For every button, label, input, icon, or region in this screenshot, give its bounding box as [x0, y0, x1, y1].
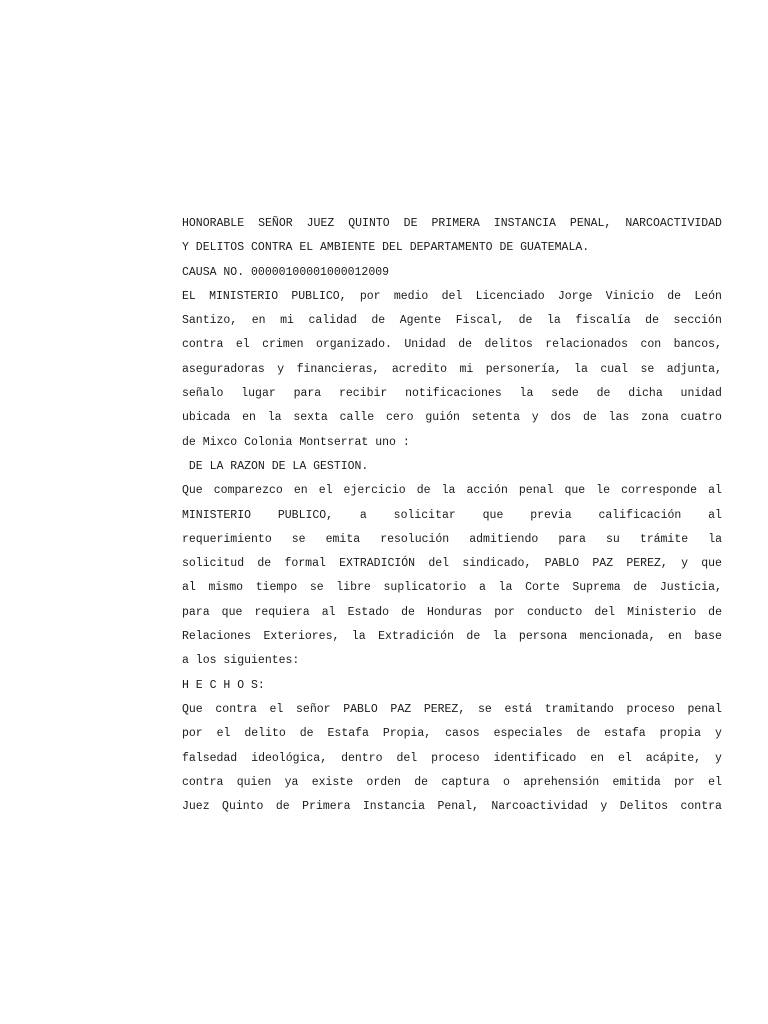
document-body	[182, 212, 722, 819]
text-line: CAUSA NO. 00000100001000012009	[182, 265, 390, 279]
word: de	[583, 411, 597, 425]
word: ideológica,	[251, 751, 328, 765]
word: PEREZ,	[423, 702, 466, 716]
word: guión	[425, 411, 460, 425]
word: y	[600, 800, 608, 814]
word: comparezco	[213, 484, 283, 498]
word: Agente	[399, 314, 442, 328]
word: Estafa	[327, 727, 369, 741]
word: las	[608, 411, 630, 425]
word: propia	[659, 727, 702, 741]
word: de	[708, 605, 722, 619]
word: de	[518, 314, 533, 328]
word: ya	[284, 775, 299, 789]
word: el	[318, 484, 333, 498]
word: EL	[182, 289, 196, 303]
word: Juez	[182, 800, 210, 814]
word: Quinto	[222, 800, 264, 814]
word: en	[251, 314, 266, 328]
word: zona	[641, 411, 669, 425]
word: al	[708, 508, 722, 522]
word: su	[605, 532, 620, 546]
word: en	[242, 411, 256, 425]
word: persona	[518, 630, 568, 644]
text-line	[182, 285, 722, 309]
word: calle	[339, 411, 375, 425]
word: emitida	[612, 775, 661, 789]
text-line	[182, 771, 722, 795]
text-line: DE LA RAZON DE LA GESTION.	[182, 459, 369, 473]
word: a	[359, 508, 367, 522]
word: base	[694, 630, 722, 644]
word: de	[596, 387, 611, 401]
word: y	[531, 411, 539, 425]
word: ejercicio	[343, 484, 406, 498]
word: crimen	[262, 338, 304, 352]
word: cero	[385, 411, 414, 425]
text-line	[182, 528, 722, 552]
word: Relaciones	[182, 630, 252, 644]
word: en	[668, 630, 682, 644]
word: del	[396, 751, 418, 765]
word: de	[466, 630, 481, 644]
word: Exteriores,	[263, 630, 340, 644]
text-line	[182, 601, 722, 625]
word: NARCOACTIVIDAD	[625, 217, 722, 230]
word: Propia,	[382, 727, 432, 741]
word: libre	[336, 581, 371, 595]
word: de	[371, 314, 386, 328]
word: admitiendo	[469, 532, 539, 546]
word: fiscalía	[575, 314, 631, 328]
word: Santizo,	[182, 314, 238, 328]
word: PABLO	[544, 557, 580, 571]
word: SEÑOR	[258, 217, 293, 230]
text-line	[182, 479, 722, 503]
word: de	[414, 775, 429, 789]
word: mismo	[208, 581, 244, 595]
word: y	[715, 727, 722, 741]
word: Instancia	[362, 800, 426, 814]
word: la	[498, 581, 513, 595]
word: de	[576, 727, 591, 741]
word: setenta	[471, 411, 520, 425]
word: contra	[680, 800, 722, 814]
text-line	[182, 382, 722, 406]
word: de	[458, 338, 472, 352]
word: contra	[215, 702, 257, 716]
word: el	[235, 338, 250, 352]
word: solicitud	[182, 557, 245, 571]
word: que	[482, 508, 504, 522]
word: ubicada	[182, 411, 231, 425]
text-line: H E C H O S:	[182, 678, 265, 692]
word: MINISTERIO	[209, 289, 279, 303]
word: de	[401, 605, 415, 619]
word: suplicatorio	[383, 581, 467, 595]
word: Unidad	[404, 338, 446, 352]
word: por	[359, 289, 381, 303]
word: al	[182, 581, 196, 595]
word: resolución	[380, 532, 450, 546]
word: proceso	[431, 751, 480, 765]
word: Que	[182, 702, 203, 716]
word: para	[293, 387, 322, 401]
word: del	[594, 605, 616, 619]
word: y	[681, 557, 688, 571]
word: del	[441, 289, 463, 303]
word: Penal,	[437, 800, 479, 814]
word: lugar	[241, 387, 276, 401]
word: dentro	[341, 751, 383, 765]
word: aprehensión	[523, 775, 600, 789]
word: PENAL,	[569, 217, 612, 230]
word: casos	[445, 727, 480, 741]
word: que	[564, 484, 586, 498]
text-line	[182, 212, 722, 236]
word: captura	[441, 775, 490, 789]
word: a	[479, 581, 486, 595]
word: el	[269, 702, 284, 716]
word: la	[547, 314, 561, 328]
word: Corte	[525, 581, 560, 595]
word: acredito	[391, 362, 448, 376]
word: requiera	[254, 605, 310, 619]
word: MINISTERIO	[182, 508, 252, 522]
word: EXTRADICIÓN	[339, 557, 416, 571]
word: para	[182, 605, 210, 619]
word: o	[503, 775, 510, 789]
word: previa	[530, 508, 572, 522]
word: León	[694, 289, 722, 303]
text-line	[182, 698, 722, 722]
word: sede	[551, 387, 579, 401]
word: PRIMERA	[431, 217, 480, 230]
word: calificación	[598, 508, 682, 522]
word: sindicado,	[462, 557, 532, 571]
word: Suprema	[572, 581, 621, 595]
word: de	[645, 314, 659, 328]
word: estafa	[604, 727, 646, 741]
word: se	[291, 532, 306, 546]
word: conducto	[527, 605, 583, 619]
text-line	[182, 552, 722, 576]
text-line	[182, 504, 722, 528]
word: se	[309, 581, 324, 595]
word: especiales	[493, 727, 563, 741]
word: Delitos	[619, 800, 669, 814]
word: la	[351, 630, 366, 644]
word: notificaciones	[405, 387, 502, 401]
word: formal	[284, 557, 326, 571]
word: requerimiento	[182, 532, 272, 546]
word: para	[558, 532, 586, 546]
word: cuatro	[680, 411, 722, 425]
word: por	[494, 605, 515, 619]
word: QUINTO	[348, 217, 390, 230]
word: la	[708, 532, 722, 546]
word: quien	[236, 775, 272, 789]
word: penal	[687, 702, 722, 716]
text-line: Y DELITOS CONTRA EL AMBIENTE DEL DEPARTAMENTO DE GUATEMALA.	[182, 241, 590, 255]
word: de	[257, 557, 272, 571]
text-line	[182, 333, 722, 357]
word: identificado	[493, 751, 577, 765]
word: y	[277, 362, 285, 376]
word: la	[519, 387, 534, 401]
word: corresponde	[621, 484, 698, 498]
word: PUBLICO,	[291, 289, 347, 303]
word: de	[275, 800, 290, 814]
word: dicha	[628, 387, 663, 401]
word: recibir	[338, 387, 388, 401]
word: falsedad	[182, 751, 238, 765]
word: PEREZ,	[626, 557, 668, 571]
word: Primera	[302, 800, 351, 814]
word: que	[221, 605, 243, 619]
word: proceso	[626, 702, 675, 716]
word: Ministerio	[627, 605, 697, 619]
word: mi	[459, 362, 474, 376]
word: el	[708, 775, 722, 789]
word: al	[321, 605, 336, 619]
word: en	[293, 484, 308, 498]
word: con	[640, 338, 662, 352]
word: penal	[518, 484, 554, 498]
word: relacionados	[545, 338, 629, 352]
text-line	[182, 309, 722, 333]
word: de	[667, 289, 682, 303]
word: Narcoactividad	[491, 800, 588, 814]
word: Honduras	[426, 605, 483, 619]
word: por	[182, 727, 203, 741]
word: Extradición	[378, 630, 454, 644]
word: trámite	[639, 532, 689, 546]
word: solicitar	[393, 508, 456, 522]
word: DE	[403, 217, 418, 230]
word: de	[416, 484, 431, 498]
text-line: a los siguientes:	[182, 654, 300, 668]
word: la	[267, 411, 282, 425]
word: PABLO	[343, 702, 378, 716]
word: HONORABLE	[182, 217, 245, 230]
word: la	[492, 630, 507, 644]
word: de	[633, 581, 648, 595]
word: INSTANCIA	[493, 217, 556, 230]
word: orden	[366, 775, 401, 789]
word: Justicia,	[659, 581, 722, 595]
text-line	[182, 722, 722, 746]
text-line	[182, 795, 722, 819]
word: contra	[182, 338, 224, 352]
word: dos	[550, 411, 572, 425]
word: al	[708, 484, 722, 498]
text-line	[182, 625, 722, 649]
word: señalo	[182, 387, 224, 401]
word: el	[216, 727, 231, 741]
word: PAZ	[390, 702, 412, 716]
word: sección	[673, 314, 722, 328]
word: medio	[393, 289, 429, 303]
word: JUEZ	[306, 217, 335, 230]
word: contra	[182, 775, 224, 789]
word: Estado	[347, 605, 390, 619]
word: señor	[296, 702, 331, 716]
word: Fiscal,	[455, 314, 505, 328]
word: aseguradoras	[182, 362, 265, 376]
word: Jorge	[557, 289, 593, 303]
word: el	[618, 751, 632, 765]
word: Licenciado	[475, 289, 545, 303]
word: unidad	[680, 387, 722, 401]
word: acción	[466, 484, 508, 498]
word: le	[596, 484, 611, 498]
word: se	[640, 362, 655, 376]
word: del	[428, 557, 450, 571]
word: Vinicio	[605, 289, 654, 303]
word: personería,	[485, 362, 562, 376]
word: Que	[182, 484, 203, 498]
word: tramitando	[544, 702, 614, 716]
word: PAZ	[592, 557, 614, 571]
word: acápite,	[645, 751, 702, 765]
word: adjunta,	[666, 362, 722, 376]
word: existe	[311, 775, 354, 789]
word: emita	[325, 532, 361, 546]
word: que	[701, 557, 722, 571]
word: en	[590, 751, 605, 765]
text-line	[182, 747, 722, 771]
text-line	[182, 406, 722, 430]
word: delitos	[484, 338, 533, 352]
word: mi	[280, 314, 294, 328]
text-line	[182, 358, 722, 382]
word: la	[574, 362, 588, 376]
word: se	[477, 702, 492, 716]
text-line: de Mixco Colonia Montserrat uno :	[182, 435, 410, 449]
word: financieras,	[296, 362, 380, 376]
word: PUBLICO,	[277, 508, 334, 522]
word: tiempo	[255, 581, 298, 595]
word: de	[299, 727, 314, 741]
word: calidad	[308, 314, 357, 328]
word: por	[674, 775, 695, 789]
word: está	[504, 702, 533, 716]
word: cual	[600, 362, 628, 376]
word: mencionada,	[579, 630, 656, 644]
word: sexta	[293, 411, 328, 425]
text-line	[182, 576, 722, 600]
word: organizado.	[315, 338, 392, 352]
word: la	[441, 484, 456, 498]
word: delito	[244, 727, 286, 741]
word: bancos,	[673, 338, 722, 352]
word: y	[714, 751, 722, 765]
